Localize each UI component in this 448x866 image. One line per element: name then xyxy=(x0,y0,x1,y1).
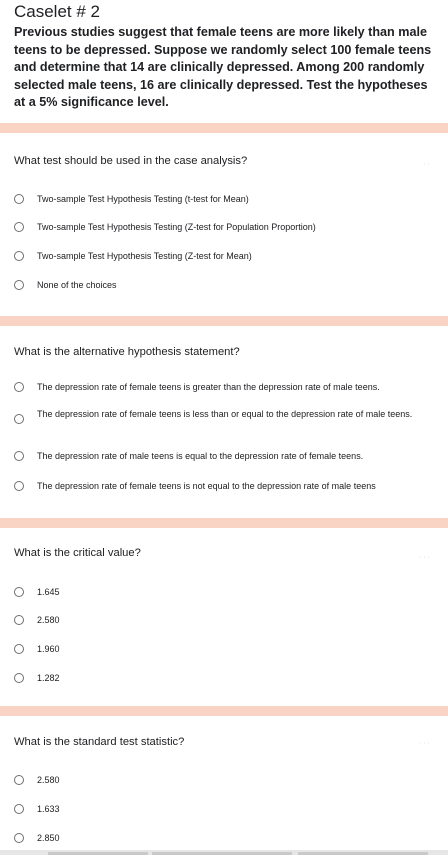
radio-option[interactable] xyxy=(14,672,438,684)
question-card-4 xyxy=(0,716,448,866)
required-marker: · · · xyxy=(419,740,430,747)
question-text: What test should be used in the case analysis? xyxy=(14,155,248,167)
radio-button[interactable] xyxy=(14,222,24,232)
option-label: 1.960 xyxy=(37,644,60,654)
option-label: The depression rate of male teens is equal to the depression rate of female teens. xyxy=(37,451,364,461)
required-marker: · · · xyxy=(419,554,430,561)
radio-option[interactable] xyxy=(14,250,438,262)
radio-option[interactable] xyxy=(14,381,438,393)
bottom-edge xyxy=(0,850,448,855)
section-divider xyxy=(0,706,448,716)
option-label: 1.645 xyxy=(37,587,60,597)
radio-button[interactable] xyxy=(14,775,24,785)
radio-button[interactable] xyxy=(14,414,24,424)
radio-button[interactable] xyxy=(14,804,24,814)
question-text: What is the alternative hypothesis statement? xyxy=(14,346,240,358)
section-divider xyxy=(0,316,448,326)
option-label: Two-sample Test Hypothesis Testing (t-test for Mean) xyxy=(37,194,249,204)
radio-option[interactable] xyxy=(14,450,438,462)
radio-option[interactable] xyxy=(14,803,438,815)
question-card-2 xyxy=(0,326,448,518)
option-label: The depression rate of female teens is less than or equal to the depression rate of male teens. xyxy=(37,409,413,419)
radio-button[interactable] xyxy=(14,280,24,290)
option-label: 1.282 xyxy=(37,673,60,683)
option-label: None of the choices xyxy=(37,280,117,290)
radio-button[interactable] xyxy=(14,382,24,392)
question-text: What is the critical value? xyxy=(14,547,141,559)
option-label: The depression rate of female teens is greater than the depression rate of male teens. xyxy=(37,382,380,392)
option-label: The depression rate of female teens is not equal to the depression rate of male teens xyxy=(37,481,376,491)
question-text: What is the standard test statistic? xyxy=(14,736,185,748)
radio-button[interactable] xyxy=(14,251,24,261)
radio-option[interactable] xyxy=(14,221,438,233)
option-label: 2.580 xyxy=(37,615,60,625)
radio-button[interactable] xyxy=(14,481,24,491)
form-description: Previous studies suggest that female teens are more likely than male teens to be depressed. Suppose we randomly select 100 female teens and determine that 14 are clinically depressed. Among 200 randomly selected male teens, 16 are clinically depressed. Test the hypotheses at a 5% significance level. xyxy=(14,25,432,110)
option-label: Two-sample Test Hypothesis Testing (Z-test for Mean) xyxy=(37,251,252,261)
option-label: 2.850 xyxy=(37,833,60,843)
radio-button[interactable] xyxy=(14,615,24,625)
question-card-3 xyxy=(0,528,448,706)
radio-option[interactable] xyxy=(14,586,438,598)
option-label: 1.633 xyxy=(37,804,60,814)
form-header xyxy=(0,0,448,123)
radio-button[interactable] xyxy=(14,587,24,597)
radio-button[interactable] xyxy=(14,194,24,204)
radio-option[interactable] xyxy=(14,643,438,655)
section-divider xyxy=(0,123,448,133)
radio-option[interactable] xyxy=(14,480,438,492)
radio-option[interactable] xyxy=(14,832,438,844)
radio-option[interactable] xyxy=(14,614,438,626)
radio-option[interactable] xyxy=(14,774,438,786)
radio-button[interactable] xyxy=(14,833,24,843)
radio-option[interactable] xyxy=(14,279,438,291)
radio-button[interactable] xyxy=(14,451,24,461)
question-card-1 xyxy=(0,133,448,316)
page-title: Caselet # 2 xyxy=(14,2,100,21)
radio-button[interactable] xyxy=(14,644,24,654)
option-label: Two-sample Test Hypothesis Testing (Z-test for Population Proportion) xyxy=(37,222,316,232)
radio-option[interactable] xyxy=(14,408,438,424)
radio-button[interactable] xyxy=(14,673,24,683)
required-marker: · · xyxy=(423,161,430,168)
radio-option[interactable] xyxy=(14,193,438,205)
section-divider xyxy=(0,518,448,528)
option-label: 2.580 xyxy=(37,775,60,785)
